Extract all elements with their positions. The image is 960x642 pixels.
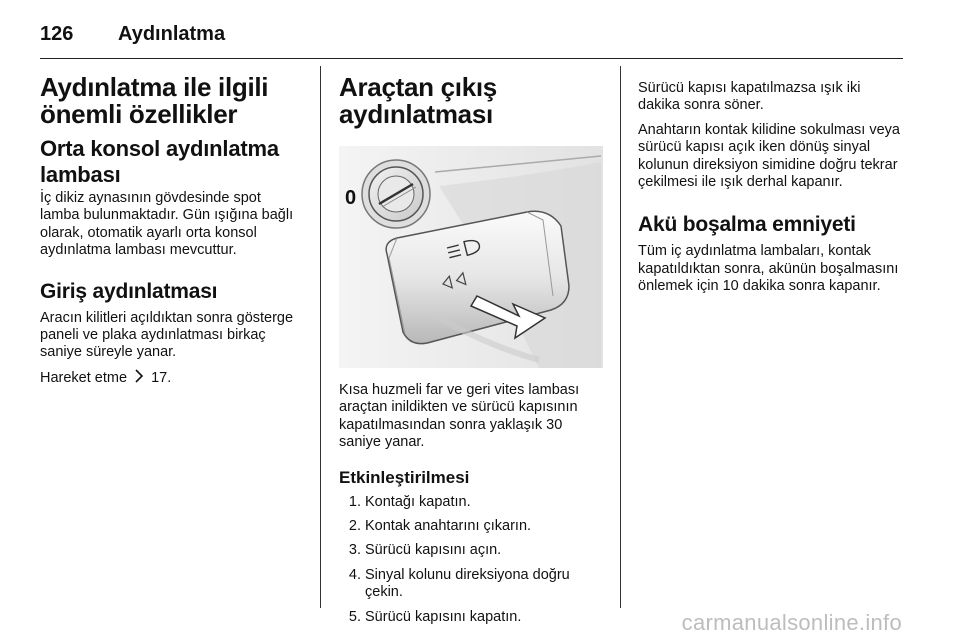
step-text: Sürücü kapısını açın.: [365, 542, 502, 559]
section-heading: Akü boşalma emniyeti: [638, 213, 856, 237]
list-item: [339, 609, 605, 626]
light-switch-illustration: [339, 146, 603, 368]
step-number: 5.: [348, 608, 361, 625]
page-header: [40, 14, 225, 54]
list-item: [339, 494, 605, 511]
step-text: Sinyal kolunu direksiyona doğru çekin.: [365, 566, 570, 601]
chapter-title: Aydınlatma: [118, 22, 226, 45]
section-heading: Araçtan çıkış aydınlatması: [339, 72, 497, 129]
list-item: [339, 567, 605, 602]
subsection-heading: Etkinleştirilmesi: [339, 467, 470, 487]
paragraph: Kısa huzmeli far ve geri vites lambası araçtan inildikten ve sürücü kapısının kapatılmasından sonra yaklaşık 30 saniye yanar.: [339, 382, 580, 451]
column-divider: [320, 66, 321, 608]
cross-reference[interactable]: [40, 369, 304, 388]
list-item: [339, 542, 605, 559]
paragraph: Anahtarın kontak kilidine sokulması veya sürücü kapısı açık iken dönüş sinyal kolunun direksiyon simidine doğru tekrar çekilmesi ile ışık derhal kapanır.: [638, 121, 900, 191]
illustration-svg: [339, 146, 603, 368]
subsection-heading: Orta konsol aydınlatma lambası: [40, 136, 279, 187]
paragraph: Sürücü kapısı kapatılmazsa ışık iki dakika sonra söner.: [638, 80, 861, 114]
paragraph: Tüm iç aydınlatma lambaları, kontak kapatıldıktan sonra, akünün boşalmasını önlemek için 10 dakika sonra kapanır.: [638, 243, 899, 295]
reference-arrow-icon: [134, 369, 144, 388]
column-middle: [339, 74, 605, 633]
step-number: 4.: [348, 566, 361, 583]
step-number: 1.: [348, 493, 361, 510]
column-divider: [620, 66, 621, 608]
step-number: 2.: [348, 518, 361, 535]
section-heading: Aydınlatma ile ilgili önemli özellikler: [40, 72, 269, 129]
ignition-position-label: 0: [345, 187, 357, 209]
list-item: [339, 518, 605, 535]
paragraph: Aracın kilitleri açıldıktan sonra gösterge paneli ve plaka aydınlatması birkaç saniye süreyle yanar.: [40, 309, 294, 361]
ignition-lock-icon: [362, 160, 430, 228]
step-number: 3.: [348, 542, 361, 559]
paragraph: İç dikiz aynasının gövdesinde spot lamba bulunmaktadır. Gün ışığına bağlı olarak, otomatik ayarlı orta konsol aydınlatma lambası mevcuttur.: [40, 190, 294, 259]
reference-page: 17.: [151, 369, 172, 386]
column-right: [638, 74, 902, 303]
column-left: [40, 74, 304, 395]
steps-list: [339, 494, 605, 626]
reference-text: Hareket etme: [40, 369, 128, 386]
step-text: Kontak anahtarını çıkarın.: [365, 518, 532, 535]
step-text: Sürücü kapısını kapatın.: [365, 608, 522, 625]
page-number: 126: [40, 22, 74, 45]
header-rule: [40, 58, 903, 59]
step-text: Kontağı kapatın.: [365, 493, 471, 510]
watermark: carmanualsonline.info: [681, 610, 902, 635]
section-heading: Giriş aydınlatması: [40, 279, 218, 303]
